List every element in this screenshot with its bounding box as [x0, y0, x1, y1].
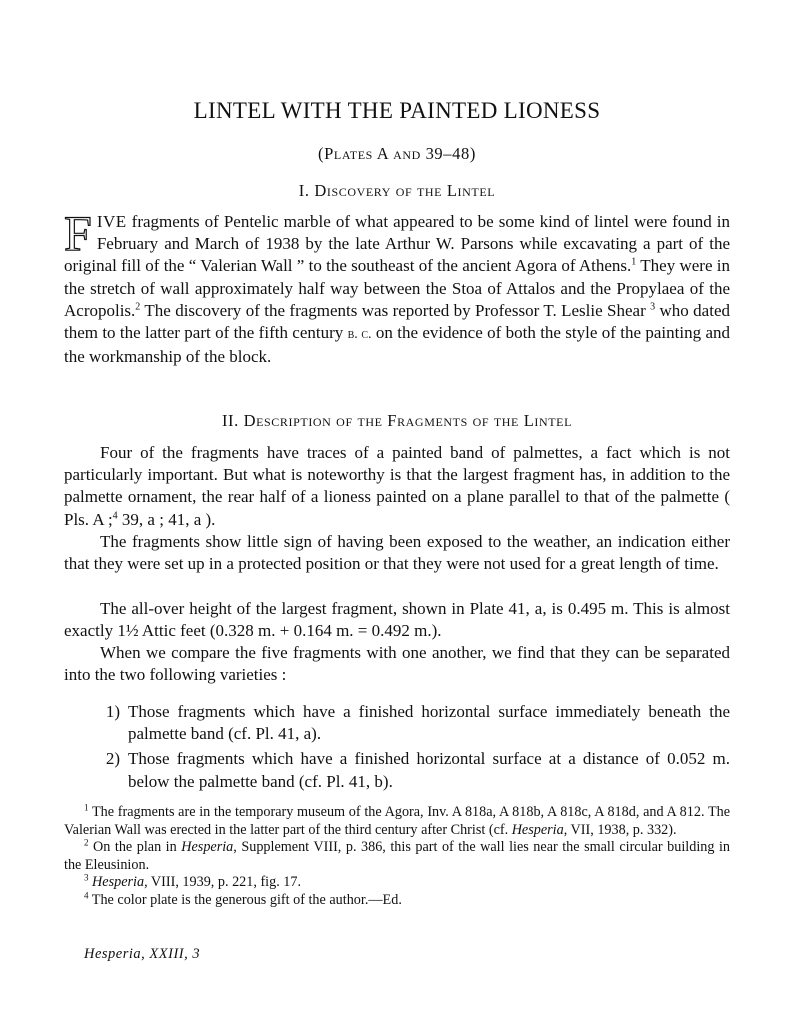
- footnote-3: [64, 874, 730, 892]
- footnote-number: 4: [84, 890, 89, 901]
- para2-text-b: 39, a ; 41, a ).: [117, 509, 216, 529]
- footnote-text: , VIII, 1939, p. 221, fig. 17.: [144, 874, 302, 891]
- footnote-4: [64, 892, 730, 910]
- footnote-number: 3: [84, 872, 89, 883]
- footnote-text: The fragments are in the temporary museum of the Agora, Inv. A 818a, A 818b, A 818c, A 818d, and A 812. The Valerian Wall was erected in the latter part of the third century after Christ (cf.: [64, 804, 731, 838]
- footnote-text: The color plate is the generous gift of the author.—Ed.: [91, 891, 402, 908]
- list-number: 2): [105, 749, 120, 769]
- footnote-2: [64, 839, 730, 874]
- list-item: [64, 748, 730, 792]
- para1-text-a: fragments of Pentelic marble of what appeared to be some kind of lintel were found in February and March of 1938 by the late Arthur W. Parsons while excavating a part of the original fill of the “ Valerian Wall ” to the southeast of the ancient Agora of Athens.: [64, 212, 730, 276]
- para1-text-c: The discovery of the fragments was reported by Professor T. Leslie Shear: [140, 300, 651, 320]
- paragraph-compare: When we compare the five fragments with one another, we find that they can be separated into the two following varieties :: [64, 643, 730, 685]
- footnote-number: 2: [84, 837, 89, 848]
- paragraph-discovery: [64, 205, 731, 368]
- paragraph-weather: The fragments show little sign of having been exposed to the weather, an indication either that they were set up in a protected position or that they were not used for a great length of time.: [64, 532, 730, 574]
- list-number: 1): [105, 702, 120, 721]
- para2-text-a: Four of the fragments have traces of a painted band of palmettes, a fact which is not particularly important. But what is noteworthy is that the largest fragment has, in addition to the palmette ornament, the rear half of a lioness painted on a plane parallel to that of the palmette ( Pls. A ;: [64, 443, 730, 529]
- journal-footer: Hesperia, XXIII, 3: [84, 946, 201, 962]
- para1-text-b: They were in the stretch of wall approximately half way between the Stoa of Attalos and the Propylaea of the Acropolis.: [64, 256, 730, 320]
- list-text: Those fragments which have a finished horizontal surface immediately beneath the palmette band (cf. Pl. 41, a).: [128, 702, 730, 744]
- list-text: Those fragments which have a finished horizontal surface at a distance of 0.052 m. below the palmette band (cf. Pl. 41, b).: [128, 749, 730, 791]
- drop-cap: F: [64, 205, 92, 261]
- footnotes: [64, 804, 730, 910]
- paragraph-description: [64, 442, 730, 531]
- section-heading-2: II. Description of the Fragments of the Lintel: [221, 411, 573, 430]
- varieties-list: [64, 701, 730, 793]
- para1-text-d: who dated them to the latter part of the fifth century: [64, 300, 731, 343]
- paragraph-height: The all-over height of the largest fragment, shown in Plate 41, a, is 0.495 m. This is almost exactly 1½ Attic feet (0.328 m. + 0.164 m. = 0.492 m.).: [64, 599, 730, 641]
- plates-reference: (Plates A and 39–48): [318, 144, 476, 163]
- para1-text-e: on the evidence of both the style of the painting and the workmanship of the block.: [64, 323, 730, 367]
- footnote-text: On the plan in: [93, 839, 182, 856]
- journal-name: Hesperia: [92, 874, 145, 891]
- article-title: LINTEL WITH THE PAINTED LIONESS: [193, 98, 601, 123]
- footnote-text: , VII, 1938, p. 332).: [563, 821, 677, 838]
- footnote-text: , Supplement VIII, p. 386, this part of the wall lies near the small circular building in the Eleusinion.: [64, 839, 731, 873]
- section-heading-1: I. Discovery of the Lintel: [298, 181, 496, 200]
- list-item: [64, 701, 730, 745]
- footnote-ref-3: 3: [650, 301, 656, 313]
- footnote-number: 1: [84, 802, 89, 813]
- journal-name: Hesperia: [511, 821, 564, 838]
- era-abbrev: b. c.: [347, 327, 372, 343]
- footnote-ref-2: 2: [135, 301, 141, 313]
- journal-name: Hesperia: [181, 839, 234, 856]
- footnote-ref-1: 1: [631, 256, 637, 268]
- footnote-1: [64, 804, 730, 839]
- footnote-ref-4: 4: [112, 509, 118, 521]
- lead-word: IVE: [96, 212, 127, 231]
